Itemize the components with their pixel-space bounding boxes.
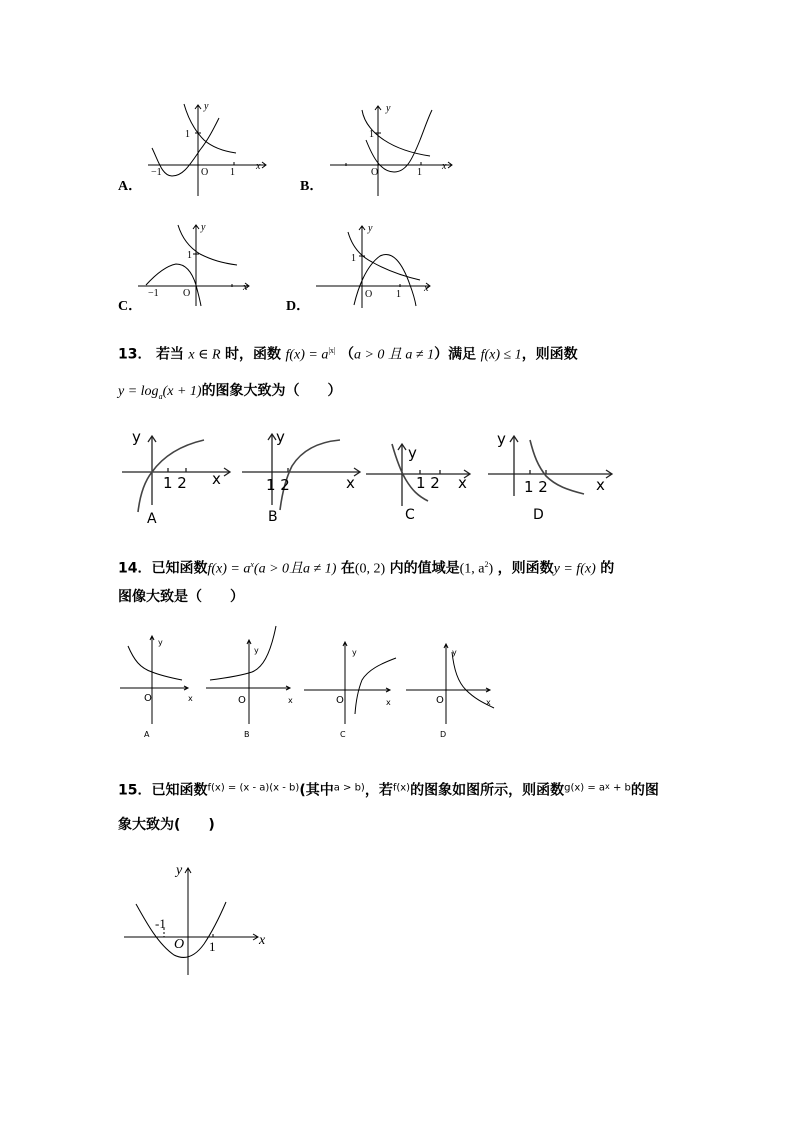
q13-cond: a > 0 且 a ≠ 1 — [353, 347, 435, 363]
q14-c-label[interactable]: C — [340, 730, 346, 739]
q13-text-4: ）满足 — [434, 346, 477, 363]
q14-text-3: 内的值域是 — [389, 560, 460, 577]
q13-a-label[interactable]: A — [147, 511, 157, 527]
q14-text-1: 已知函数 — [151, 560, 208, 577]
q15-gx-end: + b — [609, 782, 631, 794]
q15-gx: g(x) = a — [564, 782, 606, 794]
q14-d-label[interactable]: D — [440, 730, 447, 739]
q15-text-3: ，若 — [364, 782, 393, 799]
q12-c-y-label: y — [201, 222, 206, 233]
q13-d-x: x — [596, 476, 605, 494]
q12-c-one: 1 — [187, 250, 192, 261]
q14-number: 14． — [118, 560, 152, 577]
q14-interval: (0, 2) — [354, 561, 386, 577]
q15-origin: O — [174, 937, 185, 952]
q13-b-y: y — [276, 428, 285, 446]
q12-a-origin: O — [201, 167, 209, 178]
q13-text-1: 若当 — [155, 346, 184, 363]
q14-b-label[interactable]: B — [244, 730, 250, 739]
q12-option-d-label[interactable]: D． — [286, 299, 311, 314]
q15-cond: a > b) — [333, 782, 365, 794]
q12-option-b-label[interactable]: B． — [300, 179, 324, 194]
q12-d-origin: O — [365, 289, 373, 300]
q12-b-x-label: x — [442, 161, 447, 172]
q12-a-y-label: y — [204, 101, 209, 112]
q14-text-5: 的 — [600, 560, 615, 577]
q14-d-x: x — [486, 698, 491, 707]
q14-c-y: y — [352, 648, 357, 657]
q15-x-label: x — [259, 933, 266, 948]
q12-c-x-label: x — [243, 282, 248, 293]
q12-option-a-label[interactable]: A． — [118, 179, 143, 194]
q13-func-arg: (x + 1) — [162, 384, 202, 399]
q15-text-2: (其中 — [299, 782, 334, 799]
q14-text-2: 在 — [340, 560, 355, 577]
q14-b-x: x — [288, 696, 293, 705]
q14-c-x: x — [386, 698, 391, 707]
q15-one: 1 — [209, 939, 216, 954]
q15-fx: f(x) = (x - a)(x - b) — [207, 782, 300, 794]
q13-d-ticks: 1 2 — [524, 478, 548, 496]
q15-text-1: 已知函数 — [151, 782, 208, 799]
q13-a-x: x — [212, 470, 221, 488]
q14-d-origin: O — [436, 695, 444, 706]
q14-fx: f(x) = a — [207, 561, 251, 577]
q14-d-y: y — [452, 648, 457, 657]
q12-c-minus-one: −1 — [148, 288, 159, 299]
q14-b-origin: O — [238, 695, 246, 706]
q13-c-y: y — [408, 444, 417, 462]
q13-d-y: y — [497, 430, 506, 448]
q12-d-y-label: y — [368, 223, 373, 234]
q13-c-ticks: 1 2 — [416, 474, 440, 492]
q14-cond: (a > 0且a ≠ 1) — [253, 561, 337, 577]
q14-a-label[interactable]: A — [144, 730, 150, 739]
q13-x-in-r: x ∈ R — [188, 347, 221, 363]
q13-c-x: x — [458, 474, 467, 492]
q14-c-origin: O — [336, 695, 344, 706]
q13-d-label[interactable]: D — [533, 507, 544, 523]
q14-range-exp: 2 — [484, 560, 489, 569]
q13-a-y: y — [132, 428, 141, 446]
q13-func-sub: a — [158, 391, 163, 401]
q14-stem-line2: 图像大致是（ ） — [118, 589, 244, 605]
q14-b-y: y — [254, 646, 259, 655]
q12-d-x-tick: 1 — [396, 289, 401, 300]
q12-a-x-label: x — [256, 161, 261, 172]
q12-a-x-tick: 1 — [230, 167, 235, 178]
q12-option-c-label[interactable]: C． — [118, 299, 143, 314]
q12-b-y-label: y — [386, 103, 391, 114]
q14-range: (1, a — [459, 561, 485, 577]
q13-b-x: x — [346, 474, 355, 492]
q14-a-x: x — [188, 694, 193, 703]
q13-ineq: f(x) ≤ 1 — [480, 347, 522, 363]
q12-b-x-tick: 1 — [417, 167, 422, 178]
q13-func: y = log — [118, 384, 159, 399]
q12-b-one: 1 — [369, 129, 374, 140]
q15-gx-exp: x — [605, 782, 610, 791]
q13-b-label[interactable]: B — [268, 509, 278, 525]
q14-range-end: ) — [488, 561, 494, 577]
q12-a-one: 1 — [185, 129, 190, 140]
q15-minus-one: -1 — [155, 916, 166, 931]
q15-stem-line2: 象大致为( ) — [118, 817, 215, 833]
q13-text-2: 时，函数 — [224, 346, 281, 363]
q13-text-3: （ — [339, 346, 354, 363]
q15-text-5: 的图 — [630, 782, 659, 799]
q14-yfx: y = f(x) — [553, 561, 596, 577]
q13-number: 13． — [118, 346, 152, 363]
q13-fx-exp: |x| — [328, 346, 336, 355]
q14-text-4: ，则函数 — [497, 560, 554, 577]
q13-text-6: 的图象大致为（ ） — [201, 383, 342, 399]
q14-a-origin: O — [144, 693, 152, 704]
q13-fx: f(x) = a — [285, 347, 329, 363]
q15-y-label: y — [176, 863, 183, 878]
q12-d-one: 1 — [351, 253, 356, 264]
q14-fx-exp: x — [250, 560, 254, 569]
q12-c-origin: O — [183, 288, 191, 299]
q15-f: f(x) — [392, 782, 411, 794]
q15-text-4: 的图象如图所示，则函数 — [410, 782, 565, 799]
q12-b-origin: O — [371, 167, 379, 178]
q15-number: 15． — [118, 782, 152, 799]
q12-a-minus-one: −1 — [151, 167, 162, 178]
q13-b-ticks: 1 2 — [266, 476, 290, 494]
q13-a-ticks: 1 2 — [163, 474, 187, 492]
q14-a-y: y — [158, 638, 163, 647]
q13-text-5: ，则函数 — [521, 346, 578, 363]
q13-c-label[interactable]: C — [405, 507, 415, 523]
q12-d-x-label: x — [424, 283, 429, 294]
